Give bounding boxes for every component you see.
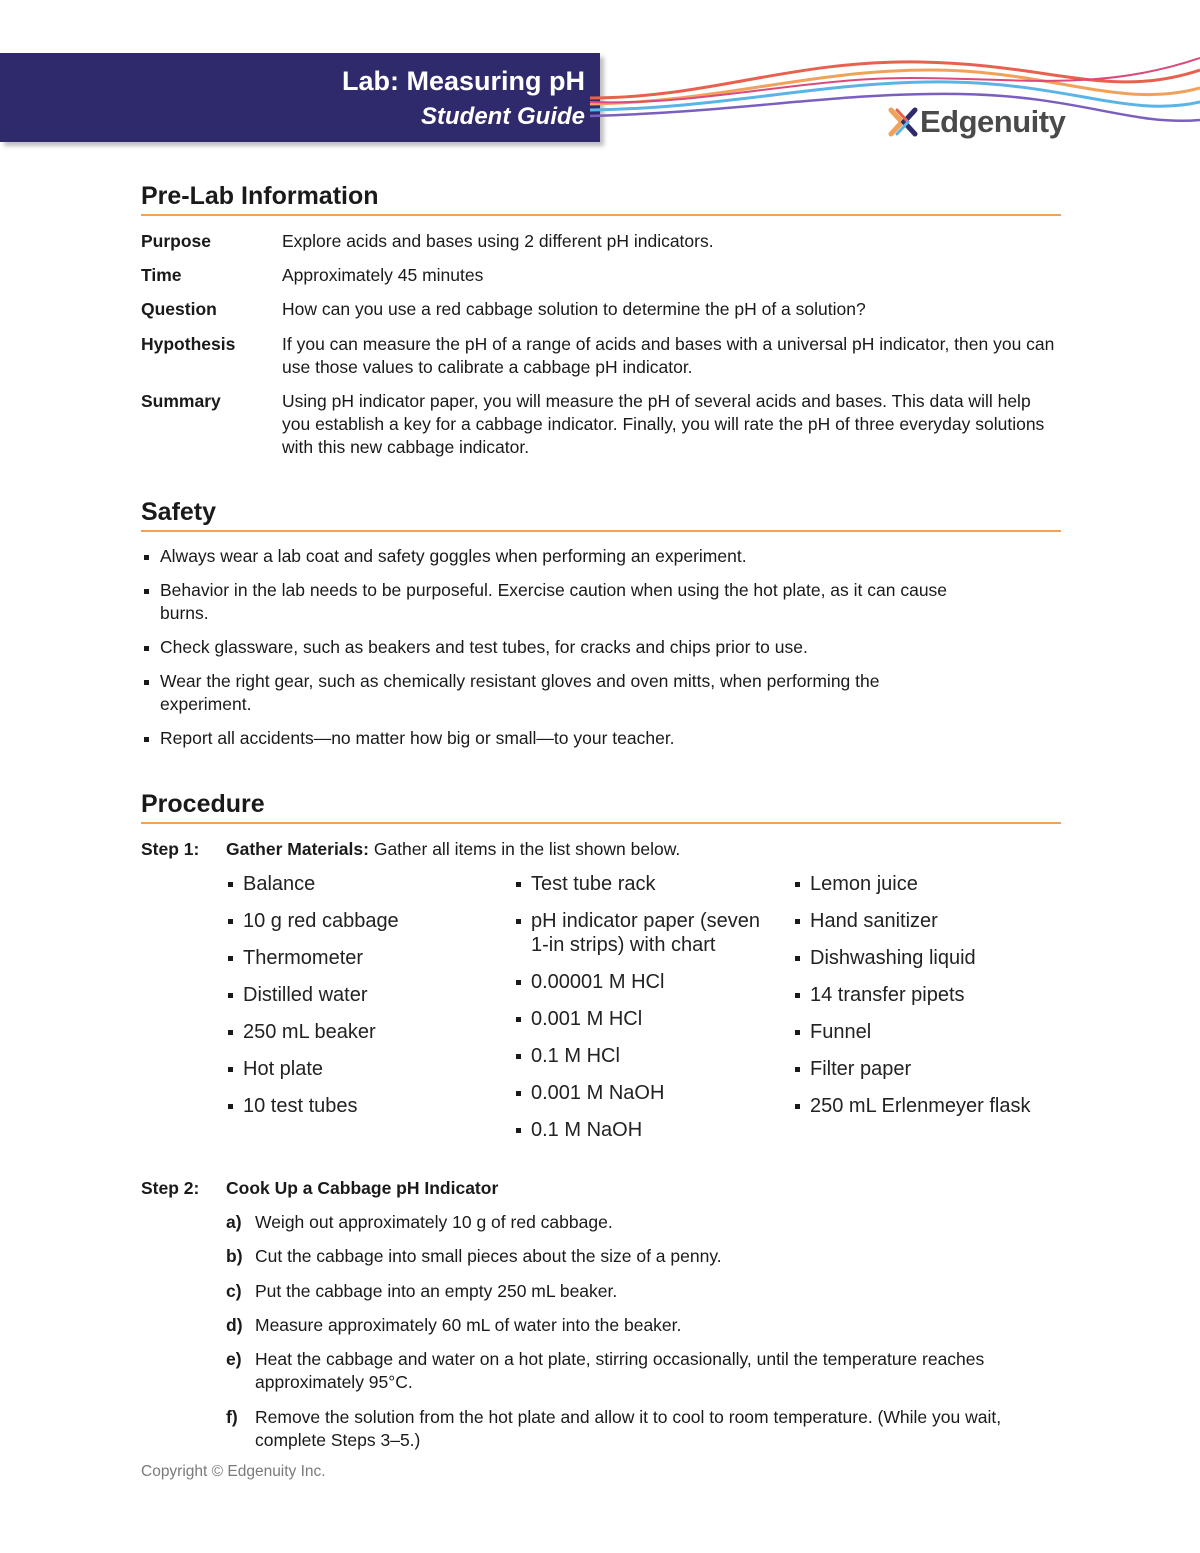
title-banner (0, 53, 600, 142)
section-divider (141, 822, 1061, 824)
list-item: Funnel (793, 1020, 1073, 1044)
substep-text: Heat the cabbage and water on a hot plate, stirring occasionally, until the temperature reaches approximately 95°C. (255, 1349, 985, 1392)
section-divider (141, 530, 1061, 532)
list-item: 0.00001 M HCl (514, 970, 764, 994)
substep-letter: e) (226, 1349, 242, 1369)
substep-letter: f) (226, 1407, 238, 1427)
substep-letter: b) (226, 1246, 243, 1266)
substep-letter: d) (226, 1315, 243, 1335)
hypothesis-value: If you can measure the pH of a range of acids and bases with a universal pH indicator, then you can use those values to calibrate a cabbage pH indicator. (282, 334, 1055, 377)
list-item: Always wear a lab coat and safety goggles when performing an experiment. (141, 545, 1061, 568)
edgenuity-x-icon (888, 107, 918, 137)
summary-value: Using pH indicator paper, you will measure the pH of several acids and bases. This data will help you establish a key for a cabbage indicator. Finally, you will rate the pH of three everyday solutions with this new cabbage indicator. (282, 391, 1045, 457)
list-item: 0.001 M HCl (514, 1007, 764, 1031)
decorative-waves (590, 40, 1200, 160)
list-item: Hot plate (226, 1057, 486, 1081)
list-item: Wear the right gear, such as chemically resistant gloves and oven mitts, when performing the experiment. (141, 670, 950, 716)
summary-label: Summary (141, 391, 221, 411)
list-item: Behavior in the lab needs to be purposeful. Exercise caution when using the hot plate, as it can cause burns. (141, 579, 960, 625)
materials-column-2 (514, 872, 764, 1155)
step2-heading: Cook Up a Cabbage pH Indicator (226, 1178, 499, 1198)
safety-title: Safety (141, 498, 217, 526)
list-item: 250 mL Erlenmeyer flask (793, 1094, 1073, 1118)
list-item: 10 g red cabbage (226, 909, 486, 933)
question-label: Question (141, 299, 217, 319)
list-item: Distilled water (226, 983, 486, 1007)
logo-wordmark: Edgenuity (920, 104, 1066, 139)
list-item: Check glassware, such as beakers and test tubes, for cracks and chips prior to use. (141, 636, 1061, 659)
substep-text: Weigh out approximately 10 g of red cabbage. (255, 1212, 613, 1232)
list-item: Thermometer (226, 946, 486, 970)
time-value: Approximately 45 minutes (282, 265, 484, 285)
list-item: 0.001 M NaOH (514, 1081, 764, 1105)
step2-label: Step 2: (141, 1178, 200, 1198)
edgenuity-logo (888, 102, 1065, 142)
step1-heading-line (226, 838, 680, 861)
list-item: Lemon juice (793, 872, 1073, 896)
materials-column-1 (226, 872, 486, 1131)
substep-letter: a) (226, 1212, 242, 1232)
substep-text: Cut the cabbage into small pieces about the size of a penny. (255, 1246, 722, 1266)
substep-text: Remove the solution from the hot plate and allow it to cool to room temperature. (While you wait, complete Steps 3–5.) (255, 1407, 1002, 1450)
list-item: Test tube rack (514, 872, 764, 896)
materials-column-3 (793, 872, 1073, 1131)
list-item: Dishwashing liquid (793, 946, 1073, 970)
list-item: pH indicator paper (seven 1-in strips) with chart (514, 909, 764, 957)
list-item: 10 test tubes (226, 1094, 486, 1118)
section-divider (141, 214, 1061, 216)
list-item: Report all accidents—no matter how big or small—to your teacher. (141, 727, 1061, 750)
hypothesis-label: Hypothesis (141, 334, 236, 354)
question-value: How can you use a red cabbage solution to determine the pH of a solution? (282, 299, 866, 319)
list-item: 250 mL beaker (226, 1020, 486, 1044)
list-item: 0.1 M HCl (514, 1044, 764, 1068)
substep-letter: c) (226, 1281, 242, 1301)
document-subtitle: Student Guide (421, 103, 585, 130)
copyright-footer: Copyright © Edgenuity Inc. (141, 1463, 326, 1480)
step1-label: Step 1: (141, 839, 200, 859)
list-item: Balance (226, 872, 486, 896)
step1-text: Gather all items in the list shown below. (368, 839, 681, 859)
document-title: Lab: Measuring pH (341, 66, 585, 96)
list-item: Hand sanitizer (793, 909, 1073, 933)
list-item: Filter paper (793, 1057, 1073, 1081)
time-label: Time (141, 265, 182, 285)
purpose-value: Explore acids and bases using 2 different pH indicators. (282, 231, 714, 251)
procedure-title: Procedure (141, 790, 265, 818)
safety-list (141, 545, 1061, 750)
title-block (342, 63, 585, 135)
substep-text: Measure approximately 60 mL of water into the beaker. (255, 1315, 682, 1335)
substep-text: Put the cabbage into an empty 250 mL beaker. (255, 1281, 618, 1301)
list-item: 0.1 M NaOH (514, 1118, 764, 1142)
list-item: 14 transfer pipets (793, 983, 1073, 1007)
purpose-label: Purpose (141, 231, 212, 251)
step1-heading: Gather Materials: (226, 839, 369, 859)
prelab-title: Pre-Lab Information (141, 182, 379, 210)
